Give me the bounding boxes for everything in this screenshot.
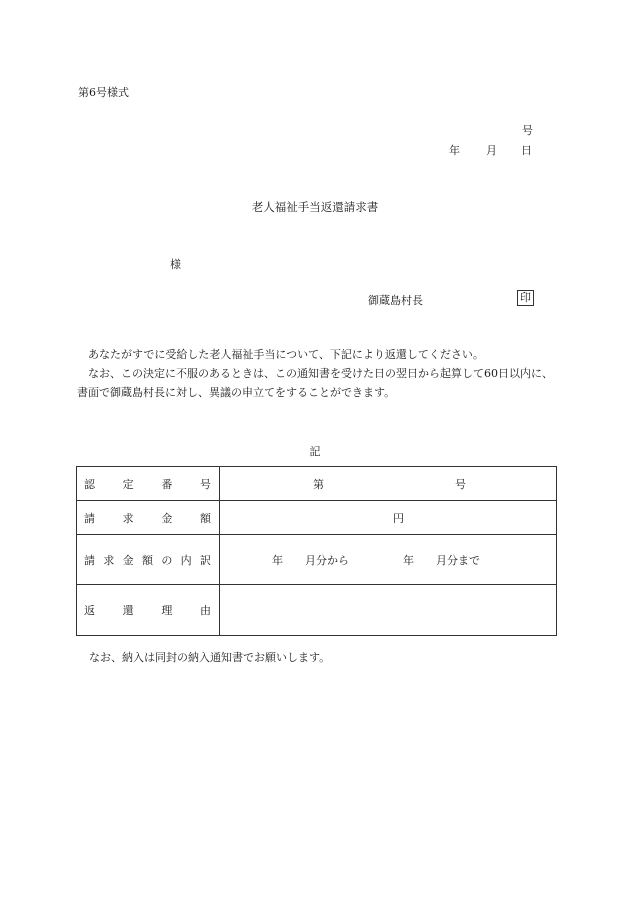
- label-char: 認: [84, 477, 95, 491]
- document-number-label: 号: [522, 124, 533, 137]
- value-claim-breakdown: [220, 535, 557, 585]
- label-char: 求: [103, 553, 115, 567]
- label-char: の: [161, 553, 173, 567]
- label-char: 訳: [199, 553, 211, 567]
- details-table: [76, 466, 557, 636]
- label-char: 求: [122, 511, 134, 525]
- label-char: 番: [161, 477, 173, 491]
- label-refund-reason: [77, 585, 220, 636]
- table-row-claim-amount: [77, 501, 557, 535]
- label-char: 号: [199, 477, 211, 491]
- cert-number-prefix: 第: [313, 478, 324, 491]
- table-row-claim-breakdown: [77, 535, 557, 585]
- label-claim-amount: [77, 501, 220, 535]
- body-paragraph-1: あなたがすでに受給した老人福祉手当について、下記により返還してください。: [88, 348, 484, 361]
- value-refund-reason: [220, 585, 557, 636]
- form-number: 第6号様式: [78, 86, 129, 99]
- period-to: 年 月分まで: [403, 554, 480, 567]
- footer-note: なお、納入は同封の納入通知書でお願いします。: [89, 651, 331, 664]
- issuer-name: 御蔵島村長: [368, 294, 423, 307]
- recipient-suffix: 様: [170, 258, 181, 271]
- label-claim-breakdown: [77, 535, 220, 585]
- cert-number-suffix: 号: [455, 478, 466, 491]
- body-paragraph-2: なお、この決定に不服のあるときは、この通知書を受けた日の翌日から起算して60日以内に、書面で御蔵島村長に対し、異議の申立てをすることができます。: [77, 367, 553, 399]
- label-char: 定: [122, 477, 134, 491]
- value-claim-amount: [220, 501, 557, 535]
- issue-date: [449, 142, 532, 158]
- label-char: 請: [84, 553, 95, 567]
- period-from: 年 月分から: [272, 554, 349, 567]
- label-char: 内: [180, 553, 192, 567]
- table-row-certification-number: [77, 467, 557, 501]
- date-month: 月: [486, 144, 497, 157]
- label-char: 金: [161, 511, 173, 525]
- ki-heading: 記: [309, 445, 321, 458]
- label-char: 額: [141, 553, 153, 567]
- yen-unit: 円: [393, 512, 404, 525]
- label-char: 請: [84, 511, 95, 525]
- label-char: 還: [122, 604, 134, 617]
- label-certification-number: [77, 467, 220, 501]
- label-char: 金: [122, 553, 134, 567]
- label-char: 理: [161, 604, 173, 617]
- date-year: 年: [449, 144, 460, 157]
- table-row-refund-reason: [77, 585, 557, 636]
- label-char: 由: [199, 604, 211, 617]
- label-char: 額: [199, 511, 211, 525]
- document-title: 老人福祉手当返還請求書: [251, 200, 379, 214]
- label-char: 返: [84, 604, 95, 617]
- seal-mark: 印: [517, 290, 534, 306]
- value-certification-number: [220, 467, 557, 501]
- date-day: 日: [521, 144, 532, 157]
